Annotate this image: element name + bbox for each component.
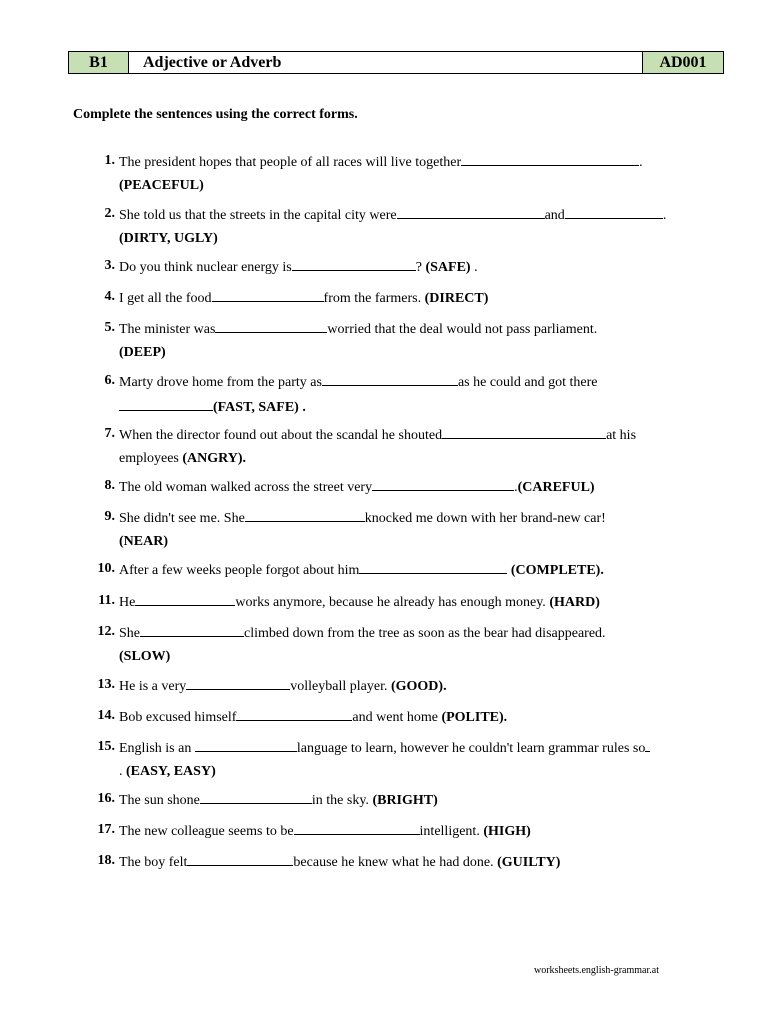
item-text (119, 819, 709, 844)
item-number: 13. (97, 677, 115, 692)
sentence-text: She (119, 626, 140, 641)
word-hint: (EASY, EASY) (126, 763, 216, 779)
item-number: 5. (104, 320, 115, 335)
word-hint: (GUILTY) (497, 855, 561, 870)
answer-blank[interactable] (245, 506, 365, 522)
sentence-text: language to learn, however he couldn't learn grammar rules so (296, 741, 646, 756)
answer-blank[interactable] (212, 286, 324, 302)
sentence-text: worried that the deal would not pass parliament. (327, 322, 598, 337)
item-text (119, 286, 709, 311)
word-hint: (ANGRY). (182, 450, 247, 466)
answer-blank[interactable] (565, 203, 663, 219)
sentence-text: The sun shone (119, 793, 200, 808)
sentence-text: English is an (119, 741, 195, 756)
sentence-text: The new colleague seems to be (119, 824, 294, 839)
word-hint: (HIGH) (483, 824, 531, 839)
item-text (119, 150, 709, 197)
item-text (119, 423, 709, 470)
sentence-text: in the sky. (311, 793, 373, 808)
word-hint: (COMPLETE). (510, 563, 604, 578)
sentence-text: . (662, 208, 667, 223)
item-number: 16. (97, 791, 115, 806)
sentence-text: Do you think nuclear energy is (119, 260, 292, 275)
answer-blank[interactable] (236, 705, 352, 721)
level-cell: B1 (69, 52, 129, 73)
sentence-text: The old woman walked across the street very (119, 480, 373, 495)
sentence-text: I get all the food (119, 291, 212, 306)
word-hint: (GOOD). (390, 679, 447, 694)
item-text (119, 317, 709, 364)
answer-blank[interactable] (461, 150, 639, 166)
item-text (119, 558, 709, 583)
item-number: 11. (98, 593, 115, 608)
sentence-text: intelligent. (419, 824, 484, 839)
word-hint: (DEEP) (119, 344, 166, 360)
sentence-text: ? (415, 260, 426, 275)
answer-blank[interactable] (186, 674, 290, 690)
word-hint: (HARD) (549, 595, 600, 610)
word-hint: (FAST, SAFE) . (213, 399, 306, 415)
word-hint: (SAFE) (425, 260, 471, 275)
sentence-text: The boy felt (119, 855, 188, 870)
answer-blank[interactable] (359, 558, 507, 574)
sentence-text: She didn't see me. She (119, 511, 245, 526)
item-number: 14. (97, 708, 115, 723)
sentence-text: climbed down from the tree as soon as the bear had disappeared. (244, 626, 606, 641)
item-number: 12. (97, 624, 115, 639)
item-number: 4. (104, 289, 115, 304)
item-number: 18. (97, 853, 115, 868)
sentence-text: and went home (352, 710, 442, 725)
sentence-text: . (514, 480, 518, 495)
item-number: 8. (104, 478, 115, 493)
item-text (119, 370, 709, 419)
item-text (119, 475, 709, 500)
item-text (119, 850, 709, 875)
answer-blank[interactable] (119, 395, 213, 411)
item-text (119, 621, 709, 668)
instructions: Complete the sentences using the correct forms. (73, 107, 358, 122)
sentence-text: knocked me down with her brand-new car! (364, 511, 606, 526)
word-hint: (BRIGHT) (372, 793, 438, 808)
worksheet-title: Adjective or Adverb (129, 52, 643, 73)
item-text (119, 506, 709, 553)
word-hint: (DIRECT) (424, 291, 489, 306)
sentence-text: . (119, 763, 126, 779)
item-text (119, 203, 709, 250)
word-hint: (PEACEFUL) (119, 177, 204, 193)
item-number: 9. (104, 509, 115, 524)
item-text (119, 590, 709, 615)
sentence-text: After a few weeks people forgot about him (119, 563, 360, 578)
item-number: 2. (104, 206, 115, 221)
item-text (119, 674, 709, 699)
item-number: 6. (104, 373, 115, 388)
answer-blank[interactable] (397, 203, 545, 219)
sentence-text: She told us that the streets in the capital city were (119, 208, 397, 223)
sentence-text: . (470, 260, 478, 275)
worksheet-header (68, 51, 724, 74)
item-text (119, 736, 709, 783)
answer-blank[interactable] (135, 590, 235, 606)
sentence-text: at his (606, 428, 637, 443)
item-number: 1. (104, 153, 115, 168)
sentence-text: The minister was (119, 322, 216, 337)
worksheet-code: AD001 (643, 52, 723, 73)
sentence-text: as he could and got there (457, 375, 598, 390)
answer-blank[interactable] (294, 819, 420, 835)
sentence-text: and (544, 208, 565, 223)
answer-blank[interactable] (195, 736, 297, 752)
answer-blank[interactable] (322, 370, 458, 386)
sentence-text: because he knew what he had done. (293, 855, 498, 870)
footer-source: worksheets.english-grammar.at (534, 965, 659, 976)
item-number: 15. (97, 739, 115, 754)
sentence-text: The president hopes that people of all races will live together (119, 155, 462, 170)
answer-blank[interactable] (442, 423, 606, 439)
answer-blank[interactable] (645, 736, 650, 752)
word-hint: (CAREFUL) (517, 480, 595, 495)
sentence-text: He (119, 595, 136, 610)
sentence-text: from the farmers. (323, 291, 425, 306)
item-number: 17. (97, 822, 115, 837)
sentence-text: When the director found out about the scandal he shouted (119, 428, 443, 443)
answer-blank[interactable] (215, 317, 327, 333)
answer-blank[interactable] (200, 788, 312, 804)
sentence-text: Bob excused himself (119, 710, 237, 725)
answer-blank[interactable] (372, 475, 514, 491)
item-text (119, 788, 709, 813)
sentence-text: He is a very (119, 679, 187, 694)
item-number: 3. (104, 258, 115, 273)
item-text (119, 255, 709, 280)
sentence-text: employees (119, 450, 183, 466)
word-hint: (DIRTY, UGLY) (119, 230, 218, 246)
answer-blank[interactable] (292, 255, 416, 271)
sentence-text: Marty drove home from the party as (119, 375, 322, 390)
word-hint: (POLITE). (441, 710, 508, 725)
item-number: 10. (97, 561, 115, 576)
item-number: 7. (104, 426, 115, 441)
item-text (119, 705, 709, 730)
word-hint: (SLOW) (119, 648, 171, 664)
sentence-text: . (639, 155, 643, 170)
sentence-text: volleyball player. (290, 679, 391, 694)
word-hint: (NEAR) (119, 533, 168, 549)
answer-blank[interactable] (187, 850, 293, 866)
answer-blank[interactable] (140, 621, 244, 637)
sentence-text: works anymore, because he already has enough money. (235, 595, 550, 610)
